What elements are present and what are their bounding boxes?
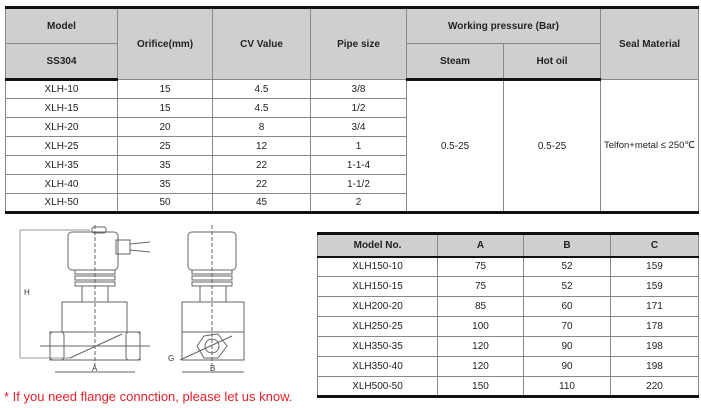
- dim-cell: 198: [611, 357, 699, 377]
- dim-cell: XLH250-25: [318, 317, 438, 337]
- dim-header-3: C: [611, 234, 699, 257]
- dim-cell: XLH150-10: [318, 257, 438, 277]
- table-row: [318, 257, 699, 277]
- cell-pipe: 1/2: [311, 99, 407, 118]
- dim-cell: 75: [438, 277, 524, 297]
- cell-pipe: 3/8: [311, 80, 407, 99]
- cell-orifice: 25: [118, 137, 213, 156]
- dim-header-0: Model No.: [318, 234, 438, 257]
- cell-model: XLH-20: [6, 118, 118, 137]
- cell-hot-oil: 0.5-25: [504, 80, 601, 213]
- header-model: Model: [6, 8, 118, 44]
- table-row: [318, 297, 699, 317]
- cell-pipe: 1: [311, 137, 407, 156]
- cell-seal: Telfon+metal ≤ 250℃: [601, 80, 699, 213]
- dim-cell: XLH500-50: [318, 377, 438, 397]
- dim-cell: XLH150-15: [318, 277, 438, 297]
- dim-cell: XLH200-20: [318, 297, 438, 317]
- spec-table: [5, 6, 699, 214]
- dim-cell: 90: [524, 337, 611, 357]
- header-material: SS304: [6, 44, 118, 80]
- dim-header-2: B: [524, 234, 611, 257]
- cell-model: XLH-50: [6, 194, 118, 213]
- table-row: [318, 357, 699, 377]
- cell-cv: 12: [213, 137, 311, 156]
- table-row: [318, 277, 699, 297]
- cell-cv: 22: [213, 156, 311, 175]
- dim-cell: 70: [524, 317, 611, 337]
- cell-orifice: 35: [118, 156, 213, 175]
- header-cv: CV Value: [213, 8, 311, 80]
- header-hot-oil: Hot oil: [504, 44, 601, 80]
- table-row: [318, 377, 699, 397]
- dim-cell: 90: [524, 357, 611, 377]
- dim-cell: 60: [524, 297, 611, 317]
- dim-cell: 159: [611, 277, 699, 297]
- label-g: G: [168, 354, 175, 363]
- cell-model: XLH-35: [6, 156, 118, 175]
- cell-model: XLH-25: [6, 137, 118, 156]
- cell-pipe: 1-1/2: [311, 175, 407, 194]
- flange-note: * If you need flange connction, please let us know.: [4, 389, 293, 404]
- cell-cv: 8: [213, 118, 311, 137]
- table-row: [318, 317, 699, 337]
- header-orifice: Orifice(mm): [118, 8, 213, 80]
- cell-orifice: 50: [118, 194, 213, 213]
- dim-cell: 110: [524, 377, 611, 397]
- cell-orifice: 15: [118, 99, 213, 118]
- dim-cell: 120: [438, 357, 524, 377]
- header-pipe: Pipe size: [311, 8, 407, 80]
- dim-cell: 171: [611, 297, 699, 317]
- cell-steam: 0.5-25: [407, 80, 504, 213]
- label-h: H: [24, 288, 30, 297]
- dim-cell: 120: [438, 337, 524, 357]
- cell-cv: 22: [213, 175, 311, 194]
- dim-cell: 100: [438, 317, 524, 337]
- dim-cell: 52: [524, 257, 611, 277]
- header-seal: Seal Material: [601, 8, 699, 80]
- cell-cv: 4.5: [213, 80, 311, 99]
- cell-pipe: 3/4: [311, 118, 407, 137]
- cell-cv: 45: [213, 194, 311, 213]
- dim-cell: 52: [524, 277, 611, 297]
- dim-cell: 198: [611, 337, 699, 357]
- label-b: B: [210, 364, 216, 373]
- cell-orifice: 15: [118, 80, 213, 99]
- valve-dimension-drawing: [10, 220, 300, 380]
- dim-cell: 150: [438, 377, 524, 397]
- label-a: A: [92, 364, 98, 373]
- dimension-table: [317, 232, 699, 398]
- cell-pipe: 1-1-4: [311, 156, 407, 175]
- table-row: [6, 80, 699, 99]
- cell-model: XLH-40: [6, 175, 118, 194]
- table-row: [318, 337, 699, 357]
- dim-cell: 178: [611, 317, 699, 337]
- cell-orifice: 35: [118, 175, 213, 194]
- header-pressure: Working pressure (Bar): [407, 8, 601, 44]
- cell-model: XLH-10: [6, 80, 118, 99]
- dim-cell: XLH350-35: [318, 337, 438, 357]
- dim-cell: 75: [438, 257, 524, 277]
- dim-cell: 85: [438, 297, 524, 317]
- cell-orifice: 20: [118, 118, 213, 137]
- cell-model: XLH-15: [6, 99, 118, 118]
- dim-cell: XLH350-40: [318, 357, 438, 377]
- dim-cell: 220: [611, 377, 699, 397]
- cell-pipe: 2: [311, 194, 407, 213]
- cell-cv: 4.5: [213, 99, 311, 118]
- header-steam: Steam: [407, 44, 504, 80]
- dim-cell: 159: [611, 257, 699, 277]
- dim-header-1: A: [438, 234, 524, 257]
